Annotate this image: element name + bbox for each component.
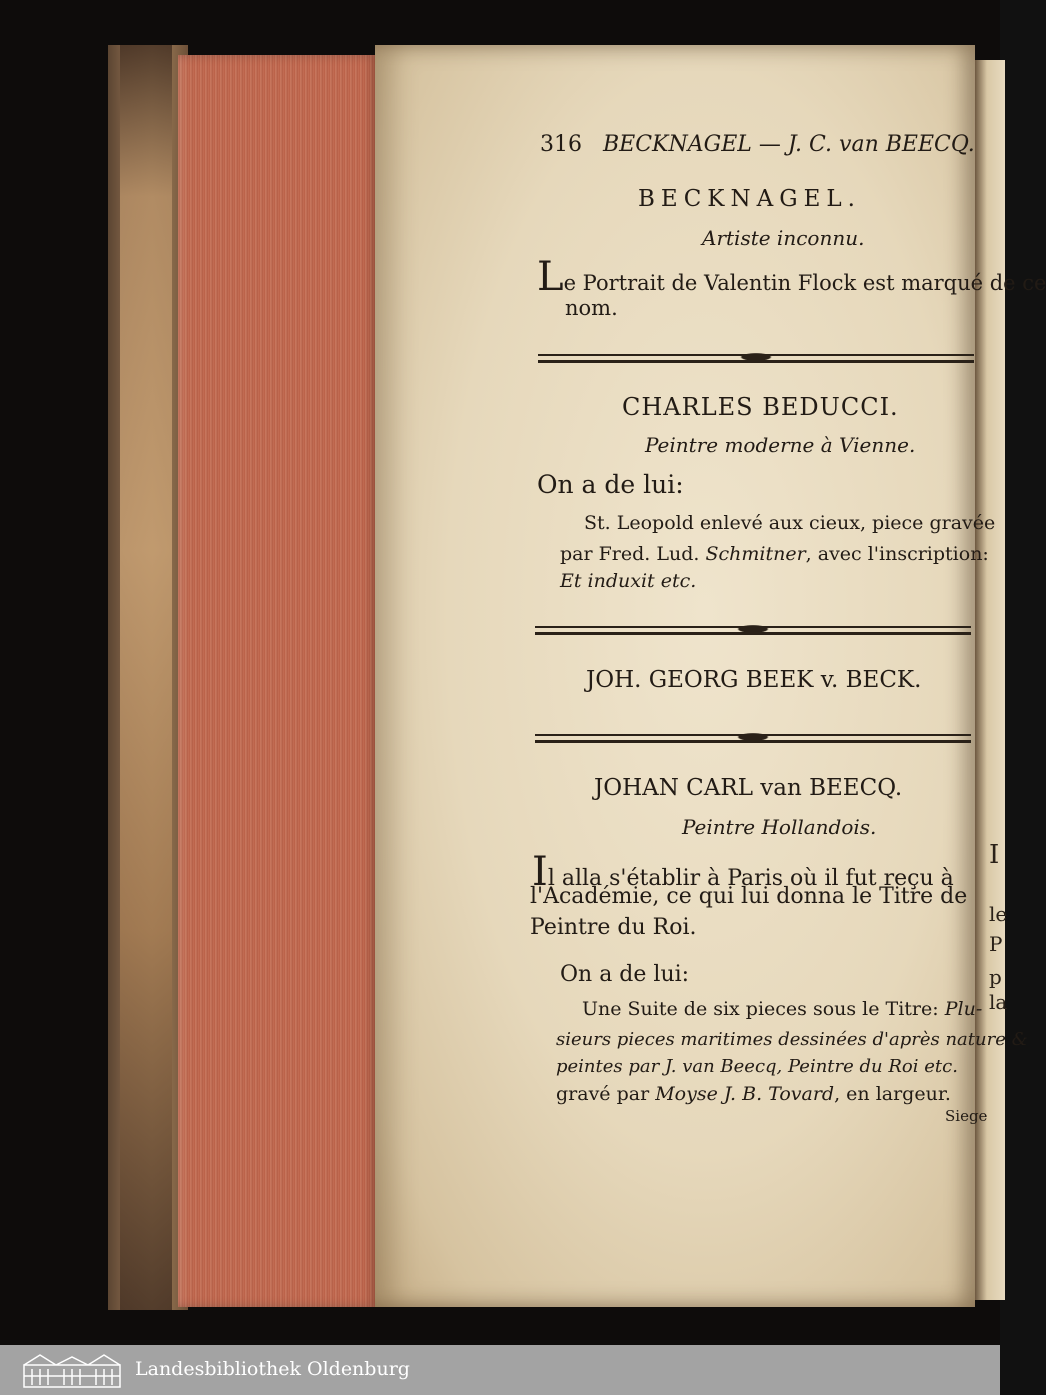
beecq-line6: peintes par J. van Beecq, Peintre du Roi etc. — [556, 1056, 958, 1077]
beecq-line4-b: Plu- — [944, 998, 983, 1020]
ornamental-divider — [538, 354, 974, 363]
drop-initial-l: L — [537, 254, 564, 300]
beecq-line4-a: Une Suite de six pieces sous le Titre: — [582, 998, 939, 1020]
paragraph-becknagel-line1 — [537, 254, 1046, 300]
library-building-logo — [22, 1351, 122, 1389]
drop-initial-i: I — [532, 849, 548, 895]
on-a-de-lui-beecq: On a de lui: — [560, 962, 690, 987]
beecq-line7-c: , en largeur. — [834, 1083, 951, 1105]
header-dash: — — [758, 132, 781, 157]
section-heading-beek: JOH. GEORG BEEK v. BECK. — [586, 667, 922, 693]
page-number: 316 — [540, 132, 582, 157]
beducci-line1: St. Leopold enlevé aux cieux, piece gravée — [584, 512, 996, 534]
page-edges — [178, 55, 378, 1307]
section-subtitle-beducci: Peintre moderne à Vienne. — [645, 433, 916, 457]
beecq-line5: sieurs pieces maritimes dessinées d'après nature & — [556, 1029, 1028, 1050]
section-subtitle-becknagel: Artiste inconnu. — [702, 226, 865, 250]
beecq-line7-a: gravé par — [556, 1083, 650, 1105]
beecq-line3: Peintre du Roi. — [530, 915, 697, 940]
beducci-engraver: Schmitner — [705, 543, 806, 565]
facing-page-fragment: la — [989, 990, 1008, 1014]
running-title-right: J. C. van BEECQ. — [787, 132, 975, 157]
facing-page-fragment: le — [989, 902, 1008, 926]
ornamental-divider — [535, 734, 971, 743]
beducci-line2-a: par Fred. Lud. — [560, 543, 700, 565]
facing-page-fragment: p — [989, 965, 1002, 989]
beecq-line4 — [582, 998, 982, 1020]
footer-bar — [0, 1345, 1000, 1395]
beecq-text-1: l alla s'établir à Paris où il fut reçu à — [547, 866, 954, 891]
section-heading-beducci: CHARLES BEDUCCI. — [622, 393, 899, 421]
paragraph-becknagel-line2: nom. — [565, 296, 618, 320]
facing-page-fragment: P — [989, 932, 1003, 956]
beducci-line2 — [560, 543, 989, 565]
ornamental-divider — [535, 626, 971, 635]
library-name: Landesbibliothek Oldenburg — [135, 1358, 410, 1380]
section-heading-becknagel: BECKNAGEL. — [638, 186, 861, 212]
running-title-left: BECKNAGEL — [603, 132, 752, 157]
catchword: Siege — [945, 1107, 988, 1125]
cover-spine-strip — [120, 45, 172, 1310]
section-heading-beecq: JOHAN CARL van BEECQ. — [594, 775, 903, 801]
beducci-line2-c: , avec l'inscription: — [805, 543, 989, 565]
becknagel-text-1: e Portrait de Valentin Flock est marqué de ce — [563, 271, 1046, 295]
beecq-line7 — [556, 1083, 951, 1105]
beecq-engraver: Moyse J. B. Tovard — [655, 1083, 835, 1105]
section-subtitle-beecq: Peintre Hollandois. — [682, 815, 877, 839]
running-header — [540, 132, 975, 157]
beducci-line3: Et induxit etc. — [560, 570, 697, 592]
beecq-line2: l'Académie, ce qui lui donna le Titre de — [530, 884, 968, 909]
facing-page-fragment: I — [989, 840, 1000, 870]
on-a-de-lui-beducci: On a de lui: — [537, 470, 684, 499]
